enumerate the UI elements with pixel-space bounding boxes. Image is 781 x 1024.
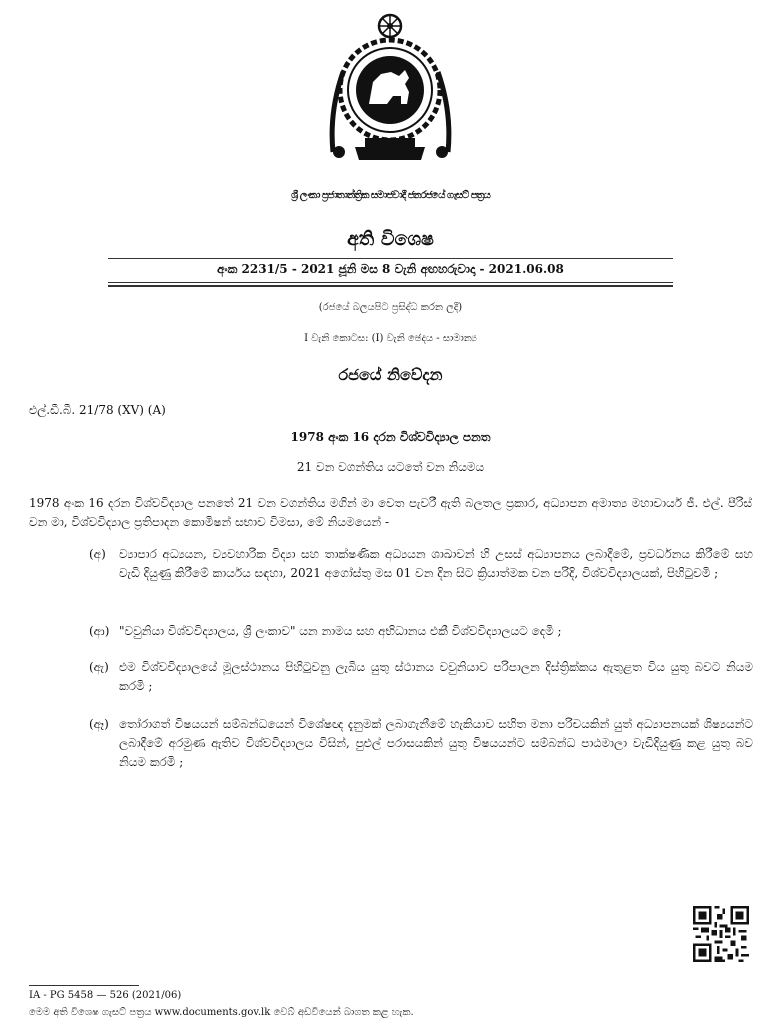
sri-lanka-emblem-icon bbox=[325, 12, 456, 162]
order-item-label: (ඈ) bbox=[89, 717, 109, 731]
part-title: I වැනි කොටස: (I) වැනි ඡෙදය - සාමාන්‍ය bbox=[304, 333, 477, 344]
header-divider-top bbox=[108, 258, 673, 259]
issue-line: අංක 2231/5 - 2021 ජූනි මස 8 වැනි අඟහරුවාදා - 2021.06.08 bbox=[217, 262, 564, 276]
act-heading: 1978 අංක 16 දරන විශ්වවිද්‍යාල පනත bbox=[290, 430, 491, 444]
order-item-text: එම විශ්වවිද්‍යාලයේ මූලස්ථානය පිහිටුවනු ලැබිය යුතු ස්ථානය වවුනියාව පරිපාලන දිස්ත්‍රික්කය ඇතුළත විය යුතු බවට නියම කරමි ; bbox=[119, 660, 753, 693]
download-note: මෙම අති විශෙෂ ගැසට් පත්‍රය www.documents.gov.lk වෙබ් අඩවියෙන් බාගත කළ හැක. bbox=[29, 1007, 414, 1018]
intro-paragraph: 1978 අංක 16 දරන විශ්වවිද්‍යාල පනතේ 21 වන වගන්තිය මගින් මා වෙත පැවරී ඇති බලතල ප්‍රකාර, අධ්‍යාපන අමාත්‍ය මහාචාර්ය ජී. එල්. පීරිස් වන මා, විශ්වවිද්‍යාල ප්‍රතිපාදන කොමිෂන් සභාව විමසා, මේ නියමයෙන් - bbox=[29, 496, 752, 529]
order-item-text: තෝරාගත් විෂයයන් සම්බන්ධයෙන් විශේෂඥ දැනුමක් ලබාගැනීමේ හැකියාව සහිත මනා පරිචයකින් යුත් අධ්‍යාපනයක් ශිෂ්‍යයන්ට ලබාදීමේ අරමුණ ඇතිව විශ්වවිද්‍යාලය විසින්, පුළුල් පරාසයකින් යුතු විෂයයන්ට සම්බන්ධ පාඨමාලා වැඩිදියුණු කළ යුතු බව නියම කරමි ; bbox=[119, 717, 753, 769]
section-title: රජයේ නිවේදන bbox=[338, 365, 443, 384]
footer-divider bbox=[29, 985, 139, 986]
order-item bbox=[89, 715, 753, 772]
order-item bbox=[89, 545, 753, 583]
gazette-masthead: ශ්‍රී ලංකා ප්‍රජාතාන්ත්‍රික සමාජවාදී ජනරජයේ ගැසට් පත්‍රය bbox=[291, 190, 490, 201]
order-item-label: (ආ) bbox=[89, 624, 110, 638]
extraordinary-label: අති විශෙෂ bbox=[347, 228, 434, 250]
print-code: IA - PG 5458 — 526 (2021/06) bbox=[29, 990, 182, 1001]
clause-heading: 21 වන වගන්තිය යටතේ වන නියමය bbox=[296, 460, 485, 474]
header-divider-bottom bbox=[108, 282, 673, 283]
order-item bbox=[89, 658, 753, 696]
header-divider-bold bbox=[108, 285, 673, 287]
order-item-text: ව්‍යාපාර අධ්‍යයන, ව්‍යවහාරික විද්‍යා සහ තාක්ෂණික අධ්‍යයන ශාඛාවන් හි උසස් අධ්‍යාපනය ලබාදීමේ, ප්‍රවර්ධනය කිරීමේ සහ වැඩි දියුණු කිරීමේ කාර්යය සඳහා, 2021 අගෝස්තු මස 01 වන දින සිට ක්‍රියාත්මක වන පරිදි, විශ්වවිද්‍යාලයක්, පිහිටුවමි ; bbox=[119, 547, 753, 580]
order-item-label: (අ) bbox=[89, 547, 106, 561]
order-item-text: "වවුනියා විශ්වවිද්‍යාලය, ශ්‍රී ලංකාව" යන නාමය සහ අභිධානය එකී විශ්වවිද්‍යාලයට දෙමි ; bbox=[119, 624, 562, 638]
order-item bbox=[89, 622, 753, 641]
qr-code-icon bbox=[693, 906, 749, 962]
order-item-label: (ඇ) bbox=[89, 660, 109, 674]
published-by: (රජයේ බලයපිට ප්‍රසිද්ධ කරන ලදී) bbox=[318, 302, 463, 313]
reference-number: එල්.ඩී.බී. 21/78 (XV) (A) bbox=[29, 403, 166, 417]
